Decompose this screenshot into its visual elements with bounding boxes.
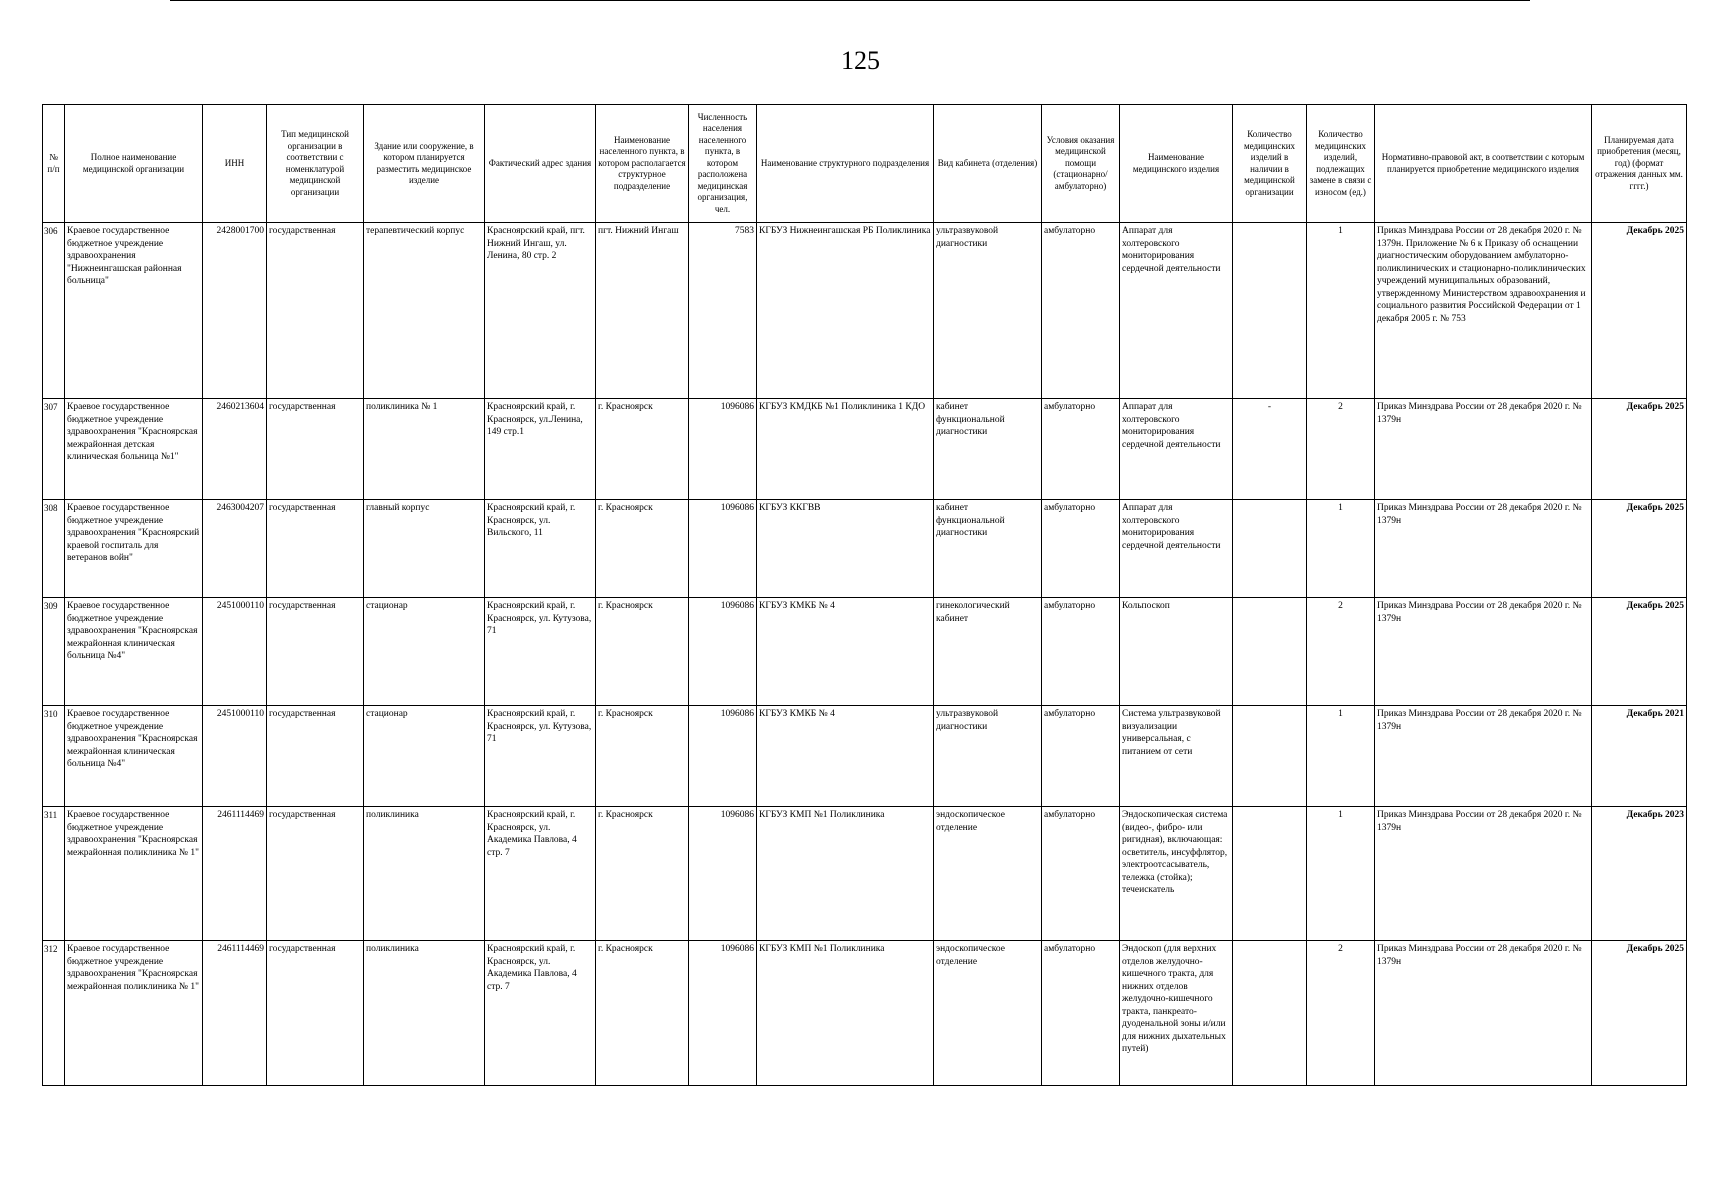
device-name: Аппарат для холтеровского мониторирования сердечной деятельности <box>1120 399 1233 500</box>
replace-count: 1 <box>1307 807 1375 941</box>
legal-act: Приказ Минздрава России от 28 декабря 2020 г. № 1379н <box>1375 399 1592 500</box>
header-cell: Количество медицинских изделий в наличии в медицинской организации <box>1233 105 1307 223</box>
legal-act: Приказ Минздрава России от 28 декабря 2020 г. № 1379н. Приложение № 6 к Приказу об оснащении диагностическим оборудованием амбулаторно-поликлинических и стационарно-поликлинических учреждений муниципальных образований, утвержденному Министерством здравоохранения и социального развития Российской Федерации от 1 декабря 2005 г. № 753 <box>1375 223 1592 399</box>
header-cell: Наименование населенного пункта, в котором располагается структурное подразделение <box>596 105 689 223</box>
structural-unit: КГБУЗ КМКБ № 4 <box>757 706 934 807</box>
locality: г. Красноярск <box>596 399 689 500</box>
locality: г. Красноярск <box>596 941 689 1086</box>
locality: г. Красноярск <box>596 807 689 941</box>
header-cell: Тип медицинской организации в соответствии с номенклатурой медицинской организации <box>267 105 364 223</box>
legal-act: Приказ Минздрава России от 28 декабря 2020 г. № 1379н <box>1375 706 1592 807</box>
address: Красноярский край, г. Красноярск, ул.Ленина, 149 стр.1 <box>485 399 596 500</box>
organization-type: государственная <box>267 706 364 807</box>
address: Красноярский край, г. Красноярск, ул. Академика Павлова, 4 стр. 7 <box>485 941 596 1086</box>
organization-name: Краевое государственное бюджетное учреждение здравоохранения "Красноярский краевой госпиталь для ветеранов войн" <box>65 500 203 598</box>
inn: 2428001700 <box>203 223 267 399</box>
address: Красноярский край, г. Красноярск, ул. Академика Павлова, 4 стр. 7 <box>485 807 596 941</box>
building: поликлиника <box>364 807 485 941</box>
structural-unit: КГБУЗ КМДКБ №1 Поликлиника 1 КДО <box>757 399 934 500</box>
available-count <box>1233 223 1307 399</box>
table-row <box>43 500 1687 598</box>
care-conditions: амбулаторно <box>1042 598 1120 706</box>
replace-count: 2 <box>1307 941 1375 1086</box>
population: 7583 <box>689 223 757 399</box>
row-number: 307 <box>43 399 65 500</box>
population: 1096086 <box>689 399 757 500</box>
address: Красноярский край, пгт. Нижний Ингаш, ул. Ленина, 80 стр. 2 <box>485 223 596 399</box>
care-conditions: амбулаторно <box>1042 941 1120 1086</box>
structural-unit: КГБУЗ КМП №1 Поликлиника <box>757 941 934 1086</box>
header-cell: Наименование медицинского изделия <box>1120 105 1233 223</box>
organization-name: Краевое государственное бюджетное учреждение здравоохранения "Красноярская межрайонная поликлиника № 1" <box>65 941 203 1086</box>
table-row <box>43 399 1687 500</box>
table-row <box>43 807 1687 941</box>
organization-type: государственная <box>267 941 364 1086</box>
organization-type: государственная <box>267 598 364 706</box>
legal-act: Приказ Минздрава России от 28 декабря 2020 г. № 1379н <box>1375 598 1592 706</box>
cabinet-type: гинекологический кабинет <box>934 598 1042 706</box>
device-name: Аппарат для холтеровского мониторирования сердечной деятельности <box>1120 223 1233 399</box>
available-count <box>1233 807 1307 941</box>
locality: г. Красноярск <box>596 706 689 807</box>
device-name: Аппарат для холтеровского мониторирования сердечной деятельности <box>1120 500 1233 598</box>
building: главный корпус <box>364 500 485 598</box>
building: поликлиника № 1 <box>364 399 485 500</box>
structural-unit: КГБУЗ КМКБ № 4 <box>757 598 934 706</box>
row-number: 310 <box>43 706 65 807</box>
planned-date: Декабрь 2025 <box>1592 598 1687 706</box>
planned-date: Декабрь 2025 <box>1592 399 1687 500</box>
organization-name: Краевое государственное бюджетное учреждение здравоохранения "Красноярская межрайонная поликлиника № 1" <box>65 807 203 941</box>
population: 1096086 <box>689 500 757 598</box>
header-cell: Численность населения населенного пункта, в котором расположена медицинская организация, чел. <box>689 105 757 223</box>
device-name: Система ультразвуковой визуализации универсальная, с питанием от сети <box>1120 706 1233 807</box>
cabinet-type: эндоскопическое отделение <box>934 807 1042 941</box>
inn: 2451000110 <box>203 598 267 706</box>
organization-name: Краевое государственное бюджетное учреждение здравоохранения "Нижнеингашская районная больница" <box>65 223 203 399</box>
structural-unit: КГБУЗ ККГВВ <box>757 500 934 598</box>
available-count <box>1233 500 1307 598</box>
cabinet-type: кабинет функциональной диагностики <box>934 399 1042 500</box>
header-cell: Количество медицинских изделий, подлежащих замене в связи с износом (ед.) <box>1307 105 1375 223</box>
row-number: 309 <box>43 598 65 706</box>
address: Красноярский край, г. Красноярск, ул. Кутузова, 71 <box>485 706 596 807</box>
population: 1096086 <box>689 941 757 1086</box>
replace-count: 2 <box>1307 399 1375 500</box>
available-count <box>1233 706 1307 807</box>
device-name: Эндоскопическая система (видео-, фибро- или ригидная), включающая: осветитель, инсуффлятор, электроотсасыватель, тележка (стойка); течеискатель <box>1120 807 1233 941</box>
inn: 2460213604 <box>203 399 267 500</box>
row-number: 312 <box>43 941 65 1086</box>
header-cell: Полное наименование медицинской организации <box>65 105 203 223</box>
organization-name: Краевое государственное бюджетное учреждение здравоохранения "Красноярская межрайонная клиническая больница №4" <box>65 706 203 807</box>
planned-date: Декабрь 2025 <box>1592 941 1687 1086</box>
building: поликлиника <box>364 941 485 1086</box>
locality: г. Красноярск <box>596 500 689 598</box>
page-number: 125 <box>841 46 880 75</box>
device-name: Эндоскоп (для верхних отделов желудочно-кишечного тракта, для нижних отделов желудочно-кишечного тракта, панкреато-дуоденальной зоны и/или для нижних дыхательных путей) <box>1120 941 1233 1086</box>
building: стационар <box>364 706 485 807</box>
planned-date: Декабрь 2025 <box>1592 500 1687 598</box>
available-count <box>1233 598 1307 706</box>
planned-date: Декабрь 2023 <box>1592 807 1687 941</box>
organization-name: Краевое государственное бюджетное учреждение здравоохранения "Красноярская межрайонная клиническая больница №4" <box>65 598 203 706</box>
replace-count: 2 <box>1307 598 1375 706</box>
header-cell: Здание или сооружение, в котором планируется разместить медицинское изделие <box>364 105 485 223</box>
planned-date: Декабрь 2025 <box>1592 223 1687 399</box>
inn: 2461114469 <box>203 807 267 941</box>
row-number: 306 <box>43 223 65 399</box>
header-cell: Условия оказания медицинской помощи (стационарно/ амбулаторно) <box>1042 105 1120 223</box>
building: стационар <box>364 598 485 706</box>
population: 1096086 <box>689 598 757 706</box>
row-number: 311 <box>43 807 65 941</box>
registry-table <box>42 104 1687 1086</box>
structural-unit: КГБУЗ Нижнеингашская РБ Поликлиника <box>757 223 934 399</box>
organization-type: государственная <box>267 399 364 500</box>
available-count: - <box>1233 399 1307 500</box>
header-cell: Нормативно-правовой акт, в соответствии с которым планируется приобретение медицинского изделия <box>1375 105 1592 223</box>
locality: пгт. Нижний Ингаш <box>596 223 689 399</box>
inn: 2451000110 <box>203 706 267 807</box>
legal-act: Приказ Минздрава России от 28 декабря 2020 г. № 1379н <box>1375 807 1592 941</box>
care-conditions: амбулаторно <box>1042 500 1120 598</box>
header-cell: Наименование структурного подразделения <box>757 105 934 223</box>
legal-act: Приказ Минздрава России от 28 декабря 2020 г. № 1379н <box>1375 941 1592 1086</box>
inn: 2461114469 <box>203 941 267 1086</box>
table-row <box>43 706 1687 807</box>
care-conditions: амбулаторно <box>1042 223 1120 399</box>
replace-count: 1 <box>1307 500 1375 598</box>
population: 1096086 <box>689 807 757 941</box>
header-cell: Планируемая дата приобретения (месяц, год) (формат отражения данных мм. гггг.) <box>1592 105 1687 223</box>
header-cell: № п/п <box>43 105 65 223</box>
population: 1096086 <box>689 706 757 807</box>
care-conditions: амбулаторно <box>1042 399 1120 500</box>
address: Красноярский край, г. Красноярск, ул. Вильского, 11 <box>485 500 596 598</box>
header-cell: Фактический адрес здания <box>485 105 596 223</box>
table-row <box>43 598 1687 706</box>
building: терапевтический корпус <box>364 223 485 399</box>
header-row <box>43 105 1687 223</box>
organization-name: Краевое государственное бюджетное учреждение здравоохранения "Красноярская межрайонная детская клиническая больница №1" <box>65 399 203 500</box>
table-row <box>43 941 1687 1086</box>
cabinet-type: ультразвуковой диагностики <box>934 706 1042 807</box>
organization-type: государственная <box>267 500 364 598</box>
organization-type: государственная <box>267 807 364 941</box>
cabinet-type: ультразвуковой диагностики <box>934 223 1042 399</box>
row-number: 308 <box>43 500 65 598</box>
inn: 2463004207 <box>203 500 267 598</box>
cabinet-type: эндоскопическое отделение <box>934 941 1042 1086</box>
header-cell: ИНН <box>203 105 267 223</box>
organization-type: государственная <box>267 223 364 399</box>
care-conditions: амбулаторно <box>1042 807 1120 941</box>
legal-act: Приказ Минздрава России от 28 декабря 2020 г. № 1379н <box>1375 500 1592 598</box>
replace-count: 1 <box>1307 223 1375 399</box>
cabinet-type: кабинет функциональной диагностики <box>934 500 1042 598</box>
locality: г. Красноярск <box>596 598 689 706</box>
care-conditions: амбулаторно <box>1042 706 1120 807</box>
header-cell: Вид кабинета (отделения) <box>934 105 1042 223</box>
top-rule <box>170 0 1530 1</box>
available-count <box>1233 941 1307 1086</box>
planned-date: Декабрь 2021 <box>1592 706 1687 807</box>
table-row <box>43 223 1687 399</box>
replace-count: 1 <box>1307 706 1375 807</box>
address: Красноярский край, г. Красноярск, ул. Кутузова, 71 <box>485 598 596 706</box>
structural-unit: КГБУЗ КМП №1 Поликлиника <box>757 807 934 941</box>
device-name: Кольпоскоп <box>1120 598 1233 706</box>
